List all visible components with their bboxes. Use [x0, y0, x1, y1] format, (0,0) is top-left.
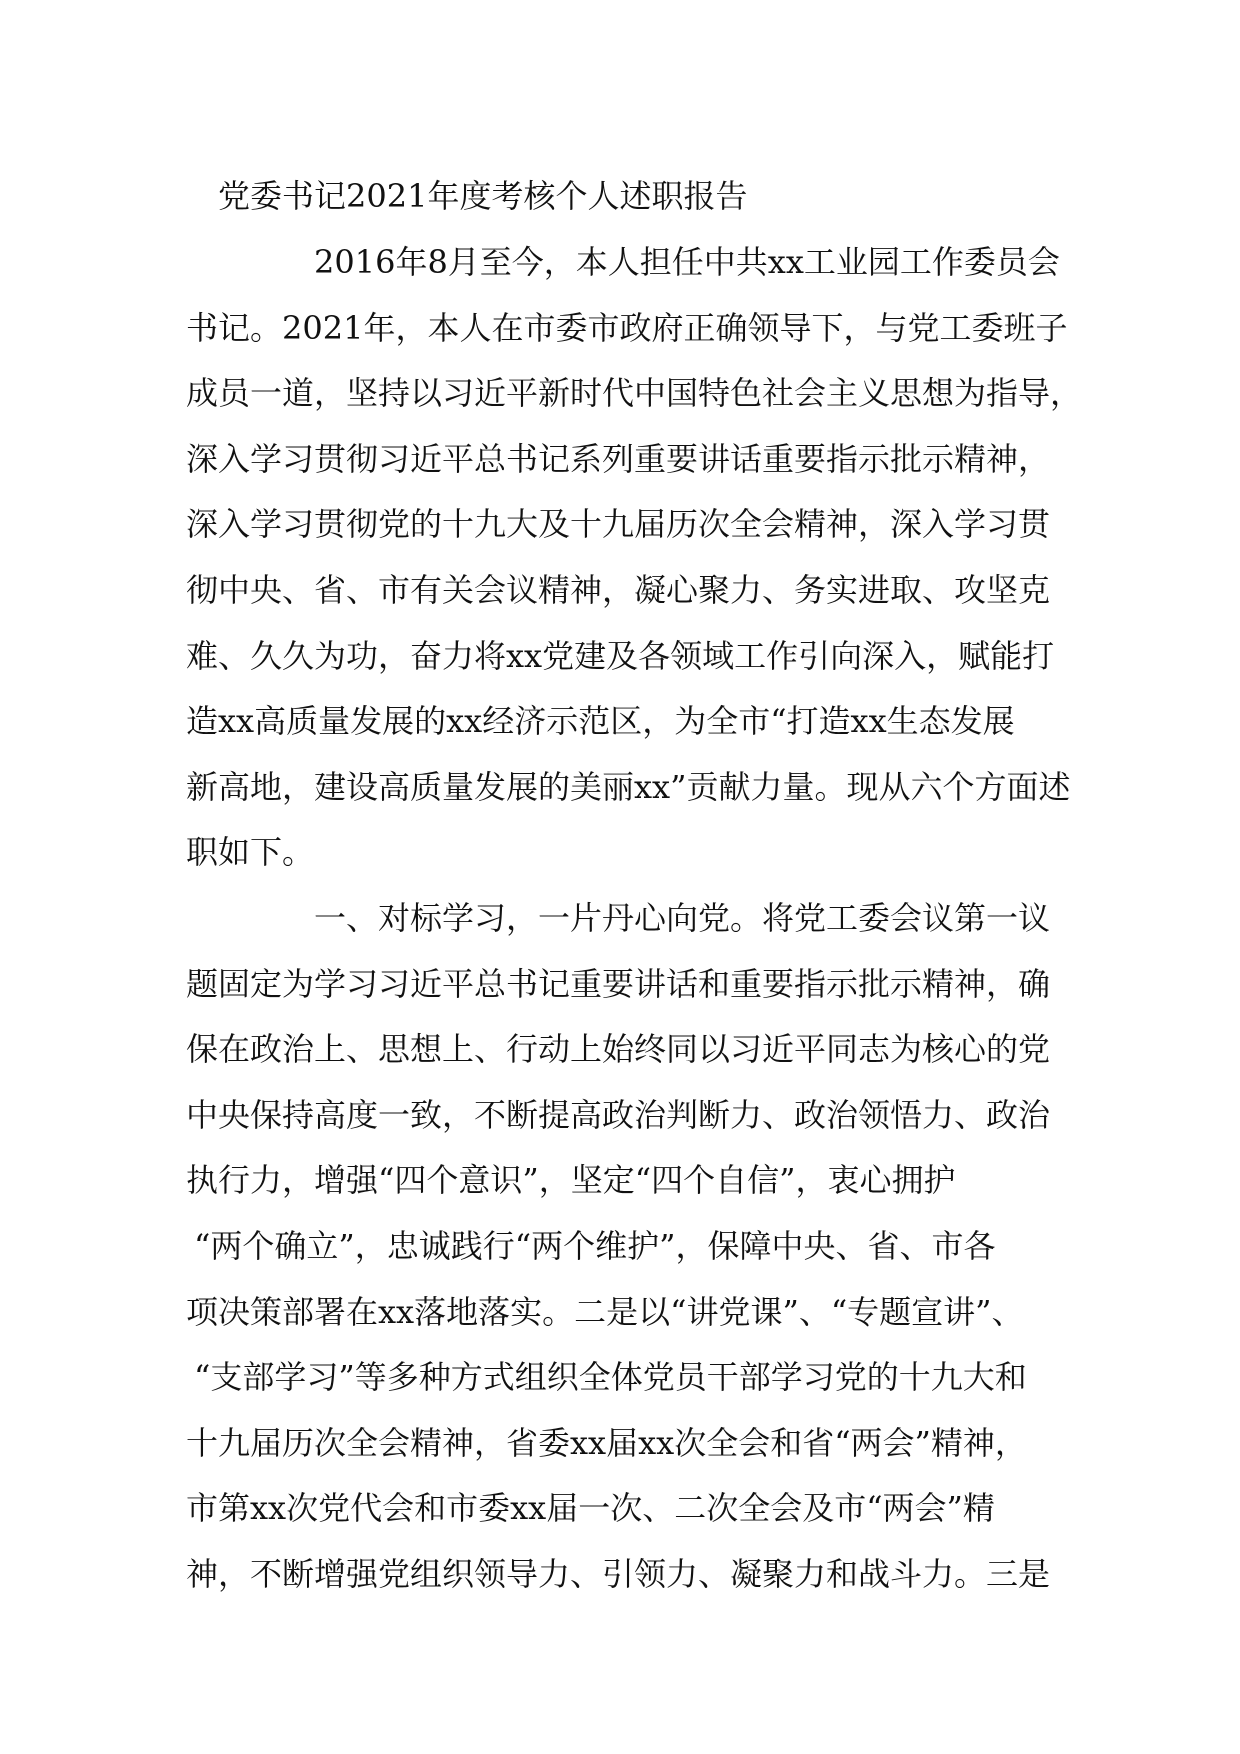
body-line: 2016年8月至今，本人担任中共xx工业园工作委员会 — [314, 243, 1060, 281]
body-line: 造xx高质量发展的xx经济示范区，为全市“打造xx生态发展 — [186, 702, 1015, 741]
body-line: 书记。2021年，本人在市委市政府正确领导下，与党工委班子 — [186, 308, 1068, 347]
body-line: 中央保持高度一致，不断提高政治判断力、政治领悟力、政治 — [186, 1095, 1051, 1134]
body-line: 题固定为学习习近平总书记重要讲话和重要指示批示精神，确 — [186, 964, 1051, 1003]
body-line: 十九届历次全会精神，省委xx届xx次全会和省“两会”精神， — [186, 1423, 1027, 1462]
body-line: 深入学习贯彻党的十九大及十九届历次全会精神，深入学习贯 — [186, 505, 1051, 544]
body-line: “两个确立”，忠诚践行“两个维护”，保障中央、省、市各 — [194, 1226, 996, 1265]
body-line: 项决策部署在xx落地落实。二是以“讲党课”、“专题宣讲”、 — [186, 1292, 1024, 1331]
body-line: 深入学习贯彻习近平总书记系列重要讲话重要指示批示精神， — [186, 439, 1051, 478]
document-title: 党委书记2021年度考核个人述职报告 — [218, 177, 748, 215]
body-line: 彻中央、省、市有关会议精神，凝心聚力、务实进取、攻坚克 — [186, 570, 1051, 609]
body-line: 职如下。 — [186, 833, 315, 872]
body-line: 一、对标学习，一片丹心向党。将党工委会议第一议 — [314, 898, 1051, 937]
body-line: 市第xx次党代会和市委xx届一次、二次全会及市“两会”精 — [186, 1489, 995, 1528]
body-line: 执行力，增强“四个意识”，坚定“四个自信”，衷心拥护 — [186, 1161, 956, 1200]
body-line: 成员一道，坚持以习近平新时代中国特色社会主义思想为指导， — [186, 374, 1083, 413]
document-body — [186, 230, 1086, 1607]
body-line: 神，不断增强党组织领导力、引领力、凝聚力和战斗力。三是 — [186, 1554, 1051, 1593]
body-line: 新高地，建设高质量发展的美丽xx”贡献力量。现从六个方面述 — [186, 767, 1071, 806]
body-line: “支部学习”等多种方式组织全体党员干部学习党的十九大和 — [194, 1358, 1027, 1397]
body-line: 保在政治上、思想上、行动上始终同以习近平同志为核心的党 — [186, 1030, 1051, 1069]
body-line: 难、久久为功，奋力将xx党建及各领域工作引向深入，赋能打 — [186, 636, 1055, 675]
